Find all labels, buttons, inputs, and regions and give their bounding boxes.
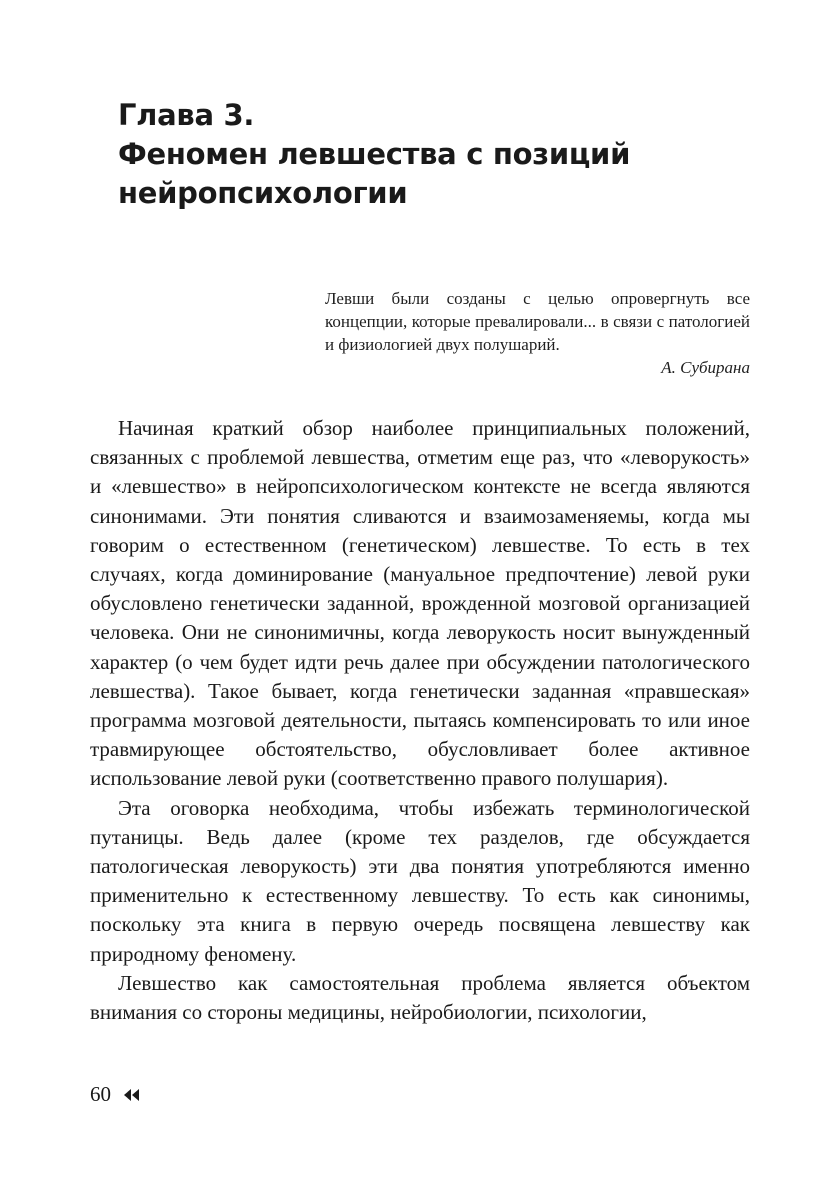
epigraph-author: А. Субирана [661, 358, 750, 377]
chapter-title-line-2: нейропсихологии [118, 176, 408, 210]
paragraph: Начиная краткий обзор наиболее принципиальных положений, связанных с проблемой левшества, отметим еще раз, что «леворукость» и «левшество» в нейропсихологическом контексте не всегда являются синонимами. Эти понятия сливаются и взаимозаменяемы, когда мы говорим о естественном (генетическом) левшестве. То есть в тех случаях, когда доминирование (мануальное предпочтение) левой руки обусловлено генетически заданной, врожденной мозговой организацией человека. Они не синонимичны, когда леворукость носит вынужденный характер (о чем будет идти речь далее при обсуждении патологического левшества). Такое бывает, когда генетически заданная «правшеская» программа мозговой деятельности, пытаясь компенсировать то или иное травмирующее обстоятельство, обусловливает более активное использование левой руки (соответственно правого полушария). [90, 416, 750, 791]
page-footer [90, 1082, 141, 1107]
epigraph [325, 287, 750, 379]
double-left-arrow-icon [123, 1088, 141, 1102]
page-number: 60 [90, 1082, 111, 1106]
paragraph: Левшество как самостоятельная проблема является объектом внимания со стороны медицины, нейробиологии, психологии, [90, 970, 750, 1025]
epigraph-quote: Левши были созданы с целью опровергнуть все концепции, которые превалировали... в связи с патологией и физиологией двух полушарий. [325, 289, 750, 354]
chapter-number: Глава 3. [118, 98, 255, 132]
body-text [90, 414, 750, 1027]
chapter-heading [118, 96, 758, 213]
chapter-title-line-1: Феномен левшества с позиций [118, 137, 631, 171]
paragraph: Эта оговорка необходима, чтобы избежать терминологической путаницы. Ведь далее (кроме тех разделов, где обсуждается патологическая леворукость) эти два понятия употребляются именно применительно к естественному левшеству. То есть как синонимы, поскольку эта книга в первую очередь посвящена левшеству как природному феномену. [90, 795, 750, 966]
